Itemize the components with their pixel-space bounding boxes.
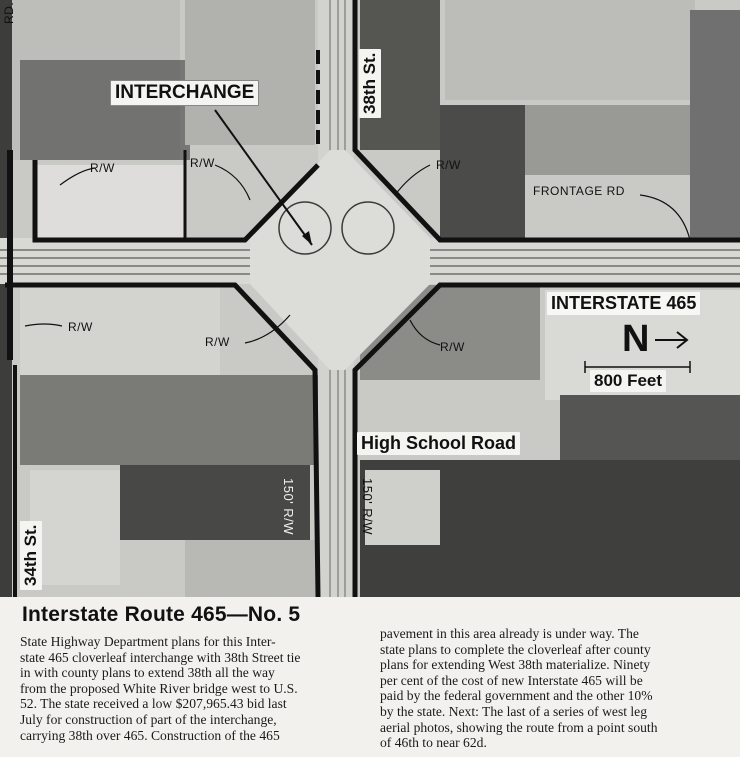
dark-field-ne2 [440,105,525,245]
field-n [185,0,315,145]
article-line: State Highway Department plans for this Inter- [20,634,276,649]
article-caption [0,597,740,757]
article-line: from the proposed White River bridge west to U.S. [20,680,298,696]
field-ne3 [525,105,695,175]
field-s1 [30,470,120,585]
label-interstate-465: INTERSTATE 465 [547,292,700,315]
article-line: of 46th to near 62d. [380,735,487,751]
article-line: 52. The state received a low $207,965.43 bid last [20,696,287,712]
field-s2 [185,540,315,597]
label-interchange: INTERCHANGE [110,80,259,106]
label-34th-street: 34th St. [20,521,42,590]
label-rw-w: R/W [68,320,93,334]
label-rw-sw: R/W [205,335,230,349]
field-sw2 [20,375,320,465]
article-line: pavement in this area already is under way. The [380,626,639,641]
dark-field-nw [20,60,190,160]
article-line: aerial photos, showing the route from a point south [380,719,658,735]
label-rd-corner: RD. [2,1,16,24]
label-rw-ne: R/W [436,158,461,172]
article-headline: Interstate Route 465—No. 5 [22,603,301,626]
label-scale: 800 Feet [590,370,666,392]
article-column-2 [380,626,720,751]
label-38th-street: 38th St. [359,49,381,118]
label-rw-n: R/W [190,156,215,170]
article-line: paid by the federal government and the other 10% [380,688,653,704]
label-rw-nw: R/W [90,161,115,175]
article-line: July for construction of part of the interchange, [20,711,277,727]
field-sw1 [20,285,220,375]
article-line: by the state. Next: The last of a series of west leg [380,703,648,719]
label-150-rw-west: 150' R/W [281,478,296,536]
article-line: carrying 38th over 465. Construction of the 465 [20,727,280,743]
field-se4 [365,470,440,545]
article-column-1 [20,634,358,743]
article-line: in with county plans to extend 38th all the way [20,665,275,681]
label-high-school-road: High School Road [357,432,520,455]
label-150-rw-east: 150' R/W [360,478,375,536]
label-north: N [622,318,650,360]
field-w1 [35,165,185,240]
label-rw-se: R/W [440,340,465,354]
field-ne [445,0,695,100]
field-se3 [560,395,740,465]
article-line: state plans to complete the cloverleaf after county [380,641,651,657]
field-far-east [690,10,740,240]
label-frontage-road: FRONTAGE RD [533,184,625,198]
article-line: per cent of the cost of new Interstate 465 will be [380,672,643,688]
article-line: plans for extending West 38th materialize. Ninety [380,657,651,673]
article-line: state 465 cloverleaf interchange with 38th Street tie [20,649,301,665]
